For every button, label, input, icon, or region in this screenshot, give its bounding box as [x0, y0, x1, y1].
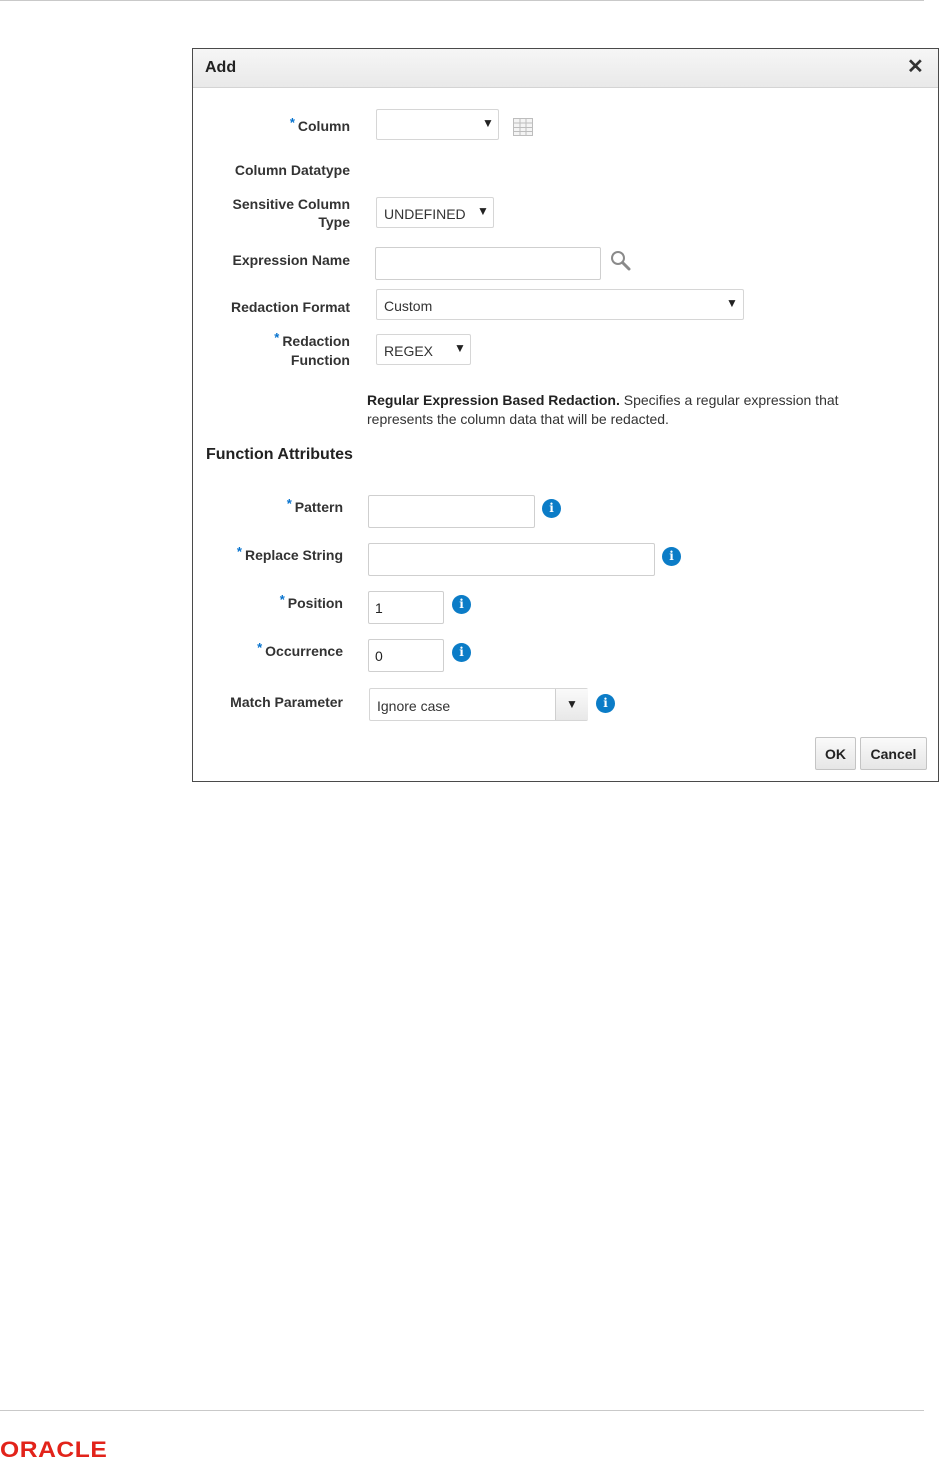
chevron-down-icon: ▼ — [482, 116, 494, 130]
sensitive-type-select[interactable]: UNDEFINED ▼ — [376, 197, 494, 228]
function-description: Regular Expression Based Redaction. Specifies a regular expression that represents the column data that will be redacted. — [367, 392, 839, 427]
required-marker: * — [289, 115, 295, 130]
required-marker: * — [286, 496, 292, 511]
page-bottom-rule — [0, 1410, 924, 1411]
function-attributes-heading: Function Attributes — [206, 446, 353, 463]
occurrence-input[interactable] — [368, 639, 444, 672]
replace-string-info-icon[interactable]: i — [662, 547, 681, 566]
dialog-title: Add — [205, 59, 237, 76]
redaction-function-label: * Redaction Function — [274, 330, 350, 368]
occurrence-label: * Occurrence — [257, 640, 343, 659]
required-marker: * — [236, 544, 242, 559]
page-top-rule — [0, 0, 924, 1]
add-dialog — [192, 48, 939, 782]
redaction-function-select[interactable]: REGEX ▼ — [376, 334, 471, 365]
chevron-down-icon: ▼ — [454, 341, 466, 355]
match-parameter-select[interactable]: Ignore case ▼ — [369, 688, 588, 721]
pattern-info-icon[interactable]: i — [542, 499, 561, 518]
replace-string-input[interactable] — [368, 543, 655, 576]
match-parameter-label: Match Parameter — [230, 694, 343, 710]
cancel-button[interactable]: Cancel — [860, 737, 927, 770]
close-icon[interactable]: ✕ — [907, 56, 924, 78]
chevron-down-icon: ▼ — [477, 204, 489, 218]
column-datatype-label: Column Datatype — [234, 162, 350, 178]
redaction-format-label: Redaction Format — [230, 299, 350, 315]
expression-name-input[interactable] — [375, 247, 601, 280]
occurrence-info-icon[interactable]: i — [452, 643, 471, 662]
required-marker: * — [279, 592, 285, 607]
match-parameter-info-icon[interactable]: i — [596, 694, 615, 713]
pattern-label: * Pattern — [286, 496, 343, 515]
column-select[interactable] — [376, 109, 499, 140]
match-parameter-dropdown-button[interactable] — [555, 689, 588, 720]
replace-string-label: * Replace String — [236, 544, 343, 563]
chevron-down-icon: ▼ — [726, 296, 738, 310]
position-label: * Position — [279, 592, 343, 611]
position-info-icon[interactable]: i — [452, 595, 471, 614]
position-input[interactable] — [368, 591, 444, 624]
required-marker: * — [257, 640, 263, 655]
oracle-logo: ORACLE — [0, 1437, 108, 1462]
pattern-input[interactable] — [368, 495, 535, 528]
required-marker: * — [274, 330, 280, 345]
column-label: * Column — [289, 115, 350, 134]
ok-button[interactable]: OK — [815, 737, 856, 770]
sensitive-type-label: Sensitive Column Type — [232, 196, 350, 230]
dialog-titlebar — [193, 49, 938, 88]
redaction-format-select[interactable]: Custom ▼ — [376, 289, 744, 320]
chevron-down-icon: ▼ — [566, 697, 578, 711]
expression-name-label: Expression Name — [232, 252, 350, 268]
table-icon[interactable] — [513, 118, 533, 136]
search-icon[interactable] — [610, 250, 632, 272]
